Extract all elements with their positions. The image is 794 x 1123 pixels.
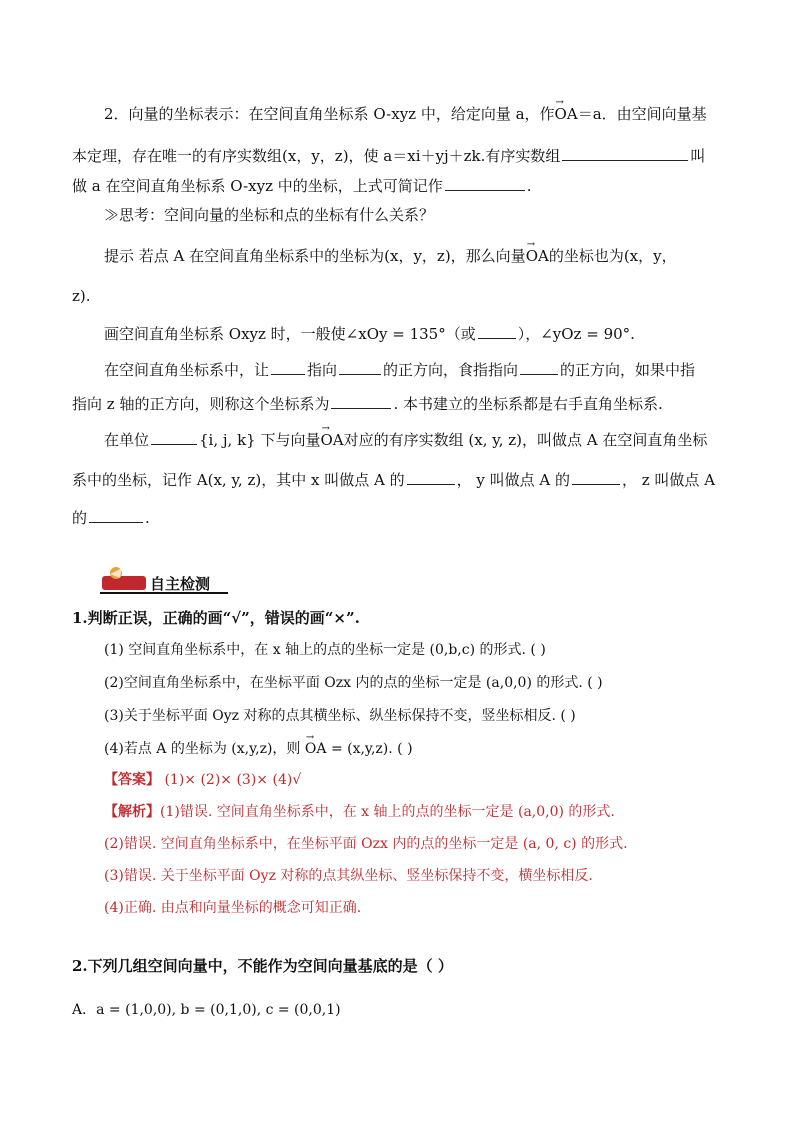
vector-oa: → OA	[555, 104, 578, 124]
q1-analysis-4: (4)正确. 由点和向量坐标的概念可知正确.	[104, 900, 362, 916]
q2-option-a[interactable]: A．a = (1,0,0), b = (0,1,0), c = (0,0,1)	[72, 1002, 341, 1018]
q1-analysis-2: (2)错误. 空间直角坐标系中，在坐标平面 Ozx 内的点的坐标一定是 (a, 0, c) 的形式.	[104, 836, 628, 852]
p2-line1: 2．向量的坐标表示：在空间直角坐标系 O-xyz 中，给定向量 a，作→ OA＝a．由空间向量基	[104, 104, 707, 124]
q1-item-2: (2)空间直角坐标系中，在坐标平面 Ozx 内的点的坐标一定是 (a,0,0) 的形式. ( )	[104, 675, 603, 691]
p2-line3: 做 a 在空间直角坐标系 O-xyz 中的坐标，上式可简记作 .	[72, 177, 532, 195]
blank[interactable]	[562, 146, 688, 161]
blank[interactable]	[407, 470, 455, 485]
hint-line1: 提示 若点 A 在空间直角坐标系中的坐标为(x，y，z)，那么向量→ OA的坐标也为(x，y，	[104, 246, 677, 266]
right-hand-line1: 在空间直角坐标系中，让 指向 的正方向，食指指向 的正方向，如果中指	[104, 361, 696, 379]
unit-line2: 系中的坐标，记作 A(x, y, z)，其中 x 叫做点 A 的 ， y 叫做点 A 的 ， z 叫做点 A	[72, 471, 716, 489]
vector-oa: → OA	[305, 739, 327, 759]
blank[interactable]	[89, 508, 143, 523]
q1-item-3: (3)关于坐标平面 Oyz 对称的点其横坐标、纵坐标保持不变，竖坐标相反. ( )	[104, 708, 576, 724]
blank[interactable]	[478, 324, 516, 339]
blank[interactable]	[572, 470, 620, 485]
blank[interactable]	[271, 360, 305, 375]
vector-oa: → OA	[526, 246, 549, 266]
unit-line1: 在单位 {i, j, k} 下与向量→ OA对应的有序实数组 (x, y, z)，叫做点 A 在空间直角坐标	[104, 430, 707, 450]
section-title: 自主检测	[150, 575, 211, 593]
q1-analysis-1: 【解析】(1)错误. 空间直角坐标系中，在 x 轴上的点的坐标一定是 (a,0,0) 的形式.	[104, 804, 615, 820]
q1-title: 1.判断正误，正确的画“√”，错误的画“×”.	[72, 609, 360, 627]
blank[interactable]	[520, 360, 558, 375]
blank[interactable]	[331, 394, 391, 409]
p2-line2: 本定理，存在唯一的有序实数组(x，y，z)，使 a＝xi＋yj＋zk.有序实数组 叫	[72, 147, 706, 165]
q2-title: 2.下列几组空间向量中，不能作为空间向量基底的是（ ）	[72, 957, 453, 975]
right-hand-line2: 指向 z 轴的正方向，则称这个坐标系为 . 本书建立的坐标系都是右手直角坐标系.	[72, 395, 663, 413]
vector-oa: → OA	[320, 430, 343, 450]
blank[interactable]	[151, 430, 197, 445]
q1-item-4: (4)若点 A 的坐标为 (x,y,z)，则 → OA = (x,y,z). ( )	[104, 739, 413, 759]
draw-line: 画空间直角坐标系 Oxyz 时，一般使∠xOy = 135°（或 ），∠yOz = 90°.	[104, 325, 635, 343]
think-line: ≫思考：空间向量的坐标和点的坐标有什么关系？	[104, 206, 435, 224]
q1-analysis-3: (3)错误. 关于坐标平面 Oyz 对称的点其纵坐标、竖坐标保持不变，横坐标相反.	[104, 868, 593, 884]
blank[interactable]	[339, 360, 381, 375]
unit-line3: 的 .	[72, 509, 150, 527]
q1-answer: 【答案】 (1)× (2)× (3)× (4)√	[104, 772, 302, 788]
blank[interactable]	[445, 176, 525, 191]
q1-item-1: (1) 空间直角坐标系中，在 x 轴上的点的坐标一定是 (0,b,c) 的形式. ( )	[104, 642, 546, 658]
hint-line2: z).	[72, 287, 91, 305]
